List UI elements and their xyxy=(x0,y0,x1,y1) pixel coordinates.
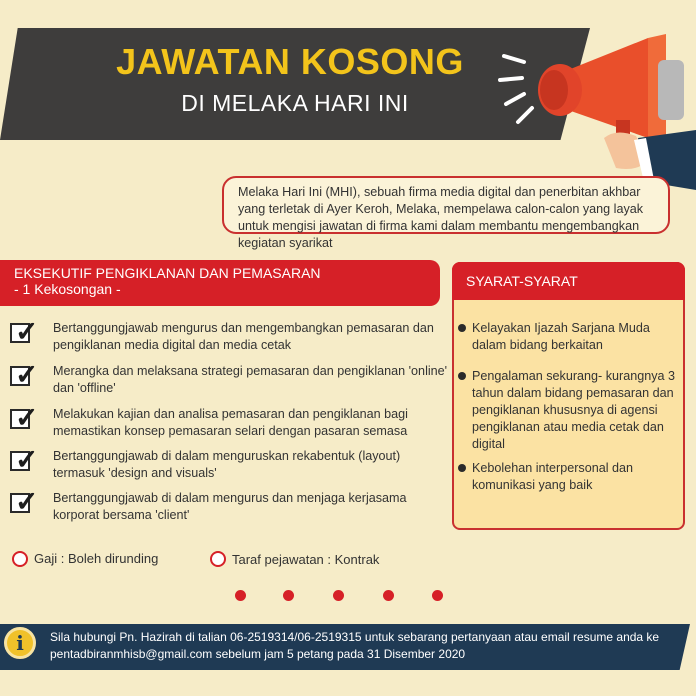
requirement-text: Pengalaman sekurang- kurangnya 3 tahun dalam bidang pemasaran dan pengiklanan khususnya di agensi pengiklanan atau media cetak dan digital xyxy=(472,369,676,451)
decorative-dot xyxy=(383,590,394,601)
page-title: JAWATAN KOSONG xyxy=(116,41,464,82)
duty-text: Bertanggungjawab di dalam mengurus dan menjaga kerjasama korporat bersama 'client' xyxy=(53,491,407,522)
decorative-dot xyxy=(432,590,443,601)
info-icon: i xyxy=(4,627,36,659)
bullet-icon xyxy=(458,324,466,332)
duty-text: Bertanggungjawab di dalam menguruskan rekabentuk (layout) termasuk 'design and visuals' xyxy=(53,449,401,480)
duty-item xyxy=(10,402,440,440)
duty-item xyxy=(10,444,440,482)
duty-item xyxy=(10,486,440,524)
checkbox-icon: ✓ xyxy=(10,409,30,429)
radio-icon xyxy=(210,551,226,567)
intro-text: Melaka Hari Ini (MHI), sebuah firma media digital dan penerbitan akhbar yang terletak di Ayer Keroh, Melaka, mempelawa calon-calon yang layak untuk mengisi jawatan di firma kami dalam membantu mengembangkan kegiatan syarikat xyxy=(238,185,644,250)
decorative-dot xyxy=(333,590,344,601)
job-title-header xyxy=(0,260,440,306)
requirement-text: Kelayakan Ijazah Sarjana Muda dalam bidang berkaitan xyxy=(472,321,650,352)
decorative-dot xyxy=(283,590,294,601)
duty-item xyxy=(10,359,448,397)
bullet-icon xyxy=(458,372,466,380)
checkbox-icon: ✓ xyxy=(10,323,30,343)
checkbox-icon: ✓ xyxy=(10,493,30,513)
duty-text: Melakukan kajian dan analisa pemasaran dan pengiklanan bagi memastikan konsep pemasaran selari dengan pasaran semasa xyxy=(53,407,408,438)
intro-box xyxy=(222,176,670,250)
checkbox-icon: ✓ xyxy=(10,451,30,471)
radio-icon xyxy=(12,551,28,567)
page-subtitle: DI MELAKA HARI INI xyxy=(181,90,409,116)
duty-text: Merangka dan melaksana strategi pemasaran dan pengiklanan 'online' dan 'offline' xyxy=(53,364,448,395)
requirement-text: Kebolehan interpersonal dan komunikasi yang baik xyxy=(472,461,634,492)
decorative-dot xyxy=(235,590,246,601)
duty-item xyxy=(10,316,440,354)
duty-text: Bertanggungjawab mengurus dan mengembangkan pemasaran dan pengiklanan media digital dan media cetak xyxy=(53,321,434,352)
contact-text: Sila hubungi Pn. Hazirah di talian 06-2519314/06-2519315 untuk sebarang pertanyaan atau email resume anda ke pentadbiranmhisb@gmail.com sebelum jam 5 petang pada 31 Disember 2020 xyxy=(50,630,660,661)
employment-text: Taraf pejawatan : Kontrak xyxy=(232,552,380,567)
bullet-icon xyxy=(458,464,466,472)
salary-text: Gaji : Boleh dirunding xyxy=(34,551,159,566)
job-title: EKSEKUTIF PENGIKLANAN DAN PEMASARAN xyxy=(14,265,321,281)
requirements-header: SYARAT-SYARAT xyxy=(452,262,685,300)
checkbox-icon: ✓ xyxy=(10,366,30,386)
megaphone-icon xyxy=(498,10,696,200)
job-vacancy: - 1 Kekosongan - xyxy=(14,281,121,297)
